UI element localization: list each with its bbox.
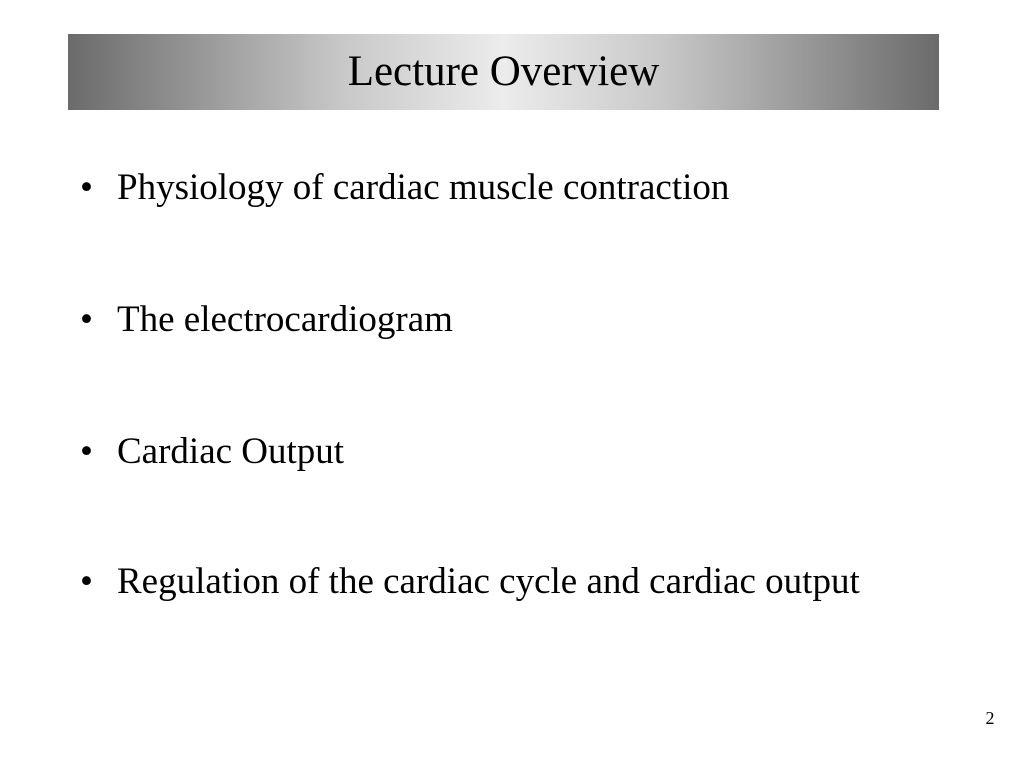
bullet-item-regulation (80, 558, 940, 606)
bullet-item-cardiac-output (80, 428, 940, 476)
page-number: 2 (985, 708, 995, 728)
bullet-icon: • (80, 299, 93, 340)
bullet-text: Regulation of the cardiac cycle and cardiac output (117, 561, 860, 602)
bullet-text: Physiology of cardiac muscle contraction (117, 167, 730, 208)
bullet-icon: • (80, 431, 93, 472)
slide-title: Lecture Overview (347, 47, 660, 95)
bullet-icon: • (80, 167, 93, 208)
bullet-item-physiology (80, 164, 940, 212)
bullet-icon: • (80, 561, 93, 602)
bullet-text: The electrocardiogram (117, 299, 453, 340)
bullet-item-electrocardiogram (80, 296, 940, 344)
bullet-text: Cardiac Output (117, 431, 345, 472)
